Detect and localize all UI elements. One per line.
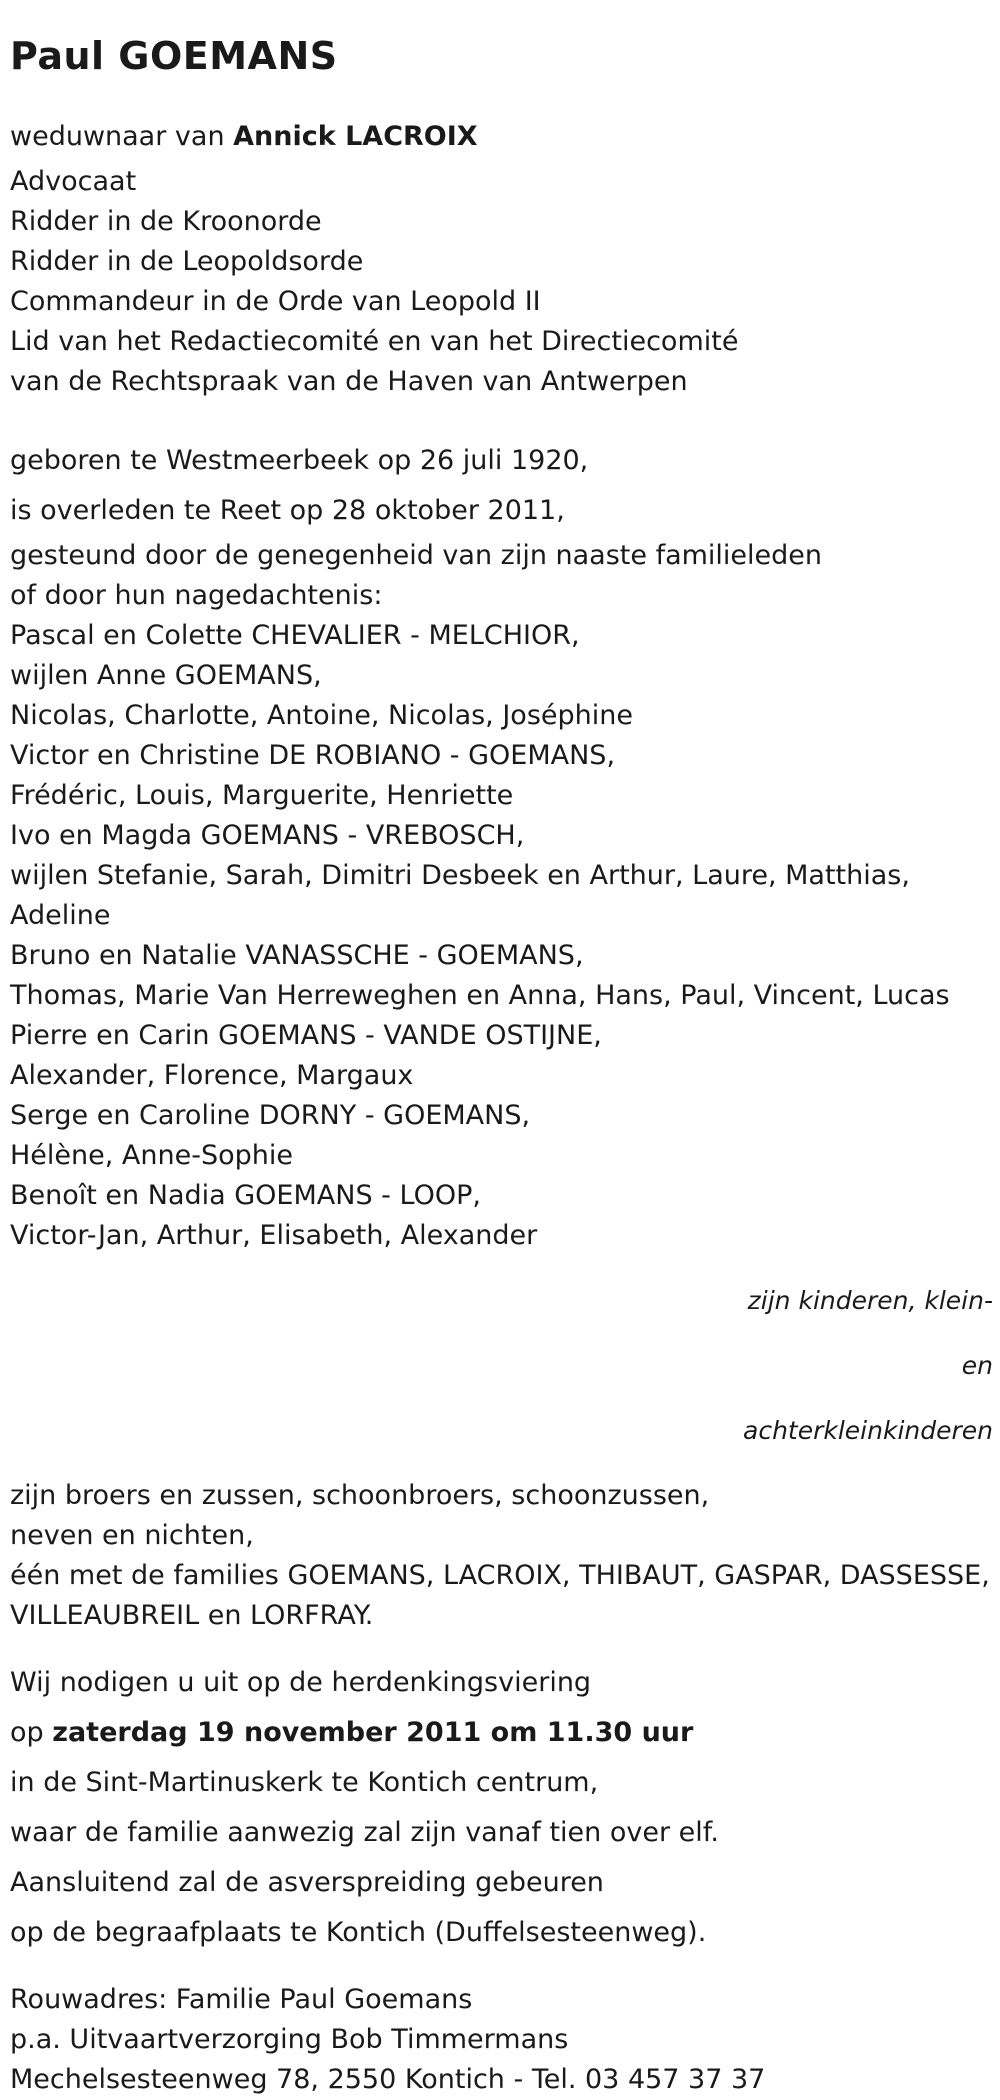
ceremony-date: zaterdag 19 november 2011 om 11.30 uur [52,1717,694,1748]
ceremony-details [10,1658,995,1958]
family-intro: gesteund door de genegenheid van zijn naaste familieleden [10,540,823,571]
relatives-line: VILLEAUBREIL en LORFRAY. [10,1600,374,1631]
family-member: Pierre en Carin GOEMANS - VANDE OSTIJNE, [10,1020,602,1051]
ceremony-location: in de Sint-Martinuskerk te Kontich centrum, [10,1767,599,1798]
family-member: Benoît en Nadia GOEMANS - LOOP, [10,1180,481,1211]
family-list [10,536,995,1256]
title-item: Advocaat [10,166,137,197]
relatives-list [10,1476,995,1636]
death-line: is overleden te Reet op 28 oktober 2011, [10,495,565,526]
birth-line: geboren te Westmeerbeek op 26 juli 1920, [10,445,589,476]
address-line: Mechelsesteenweg 78, 2550 Kontich - Tel. 03 457 37 37 [10,2064,766,2095]
family-member: Thomas, Marie Van Herreweghen en Anna, Hans, Paul, Vincent, Lucas [10,980,950,1011]
relatives-line: neven en nichten, [10,1520,254,1551]
titles-list [10,162,995,402]
ceremony-presence: waar de familie aanwezig zal zijn vanaf tien over elf. [10,1817,719,1848]
ceremony-scattering: op de begraafplaats te Kontich (Duffelsesteenweg). [10,1917,707,1948]
family-member: Pascal en Colette CHEVALIER - MELCHIOR, [10,620,580,651]
family-intro: of door hun nagedachtenis: [10,580,383,611]
family-member: Frédéric, Louis, Marguerite, Henriette [10,780,514,811]
ceremony-date-line [10,1708,995,1758]
family-note-line: en [961,1351,993,1380]
ceremony-date-prefix: op [10,1717,53,1748]
spouse-prefix: weduwnaar van [10,121,234,152]
address-line: p.a. Uitvaartverzorging Bob Timmermans [10,2024,569,2055]
ceremony-invite: Wij nodigen u uit op de herdenkingsviering [10,1667,592,1698]
family-member: Serge en Caroline DORNY - GOEMANS, [10,1100,531,1131]
family-note [10,1281,995,1451]
spouse-name: Annick LACROIX [233,121,478,152]
mourning-address [10,1980,995,2100]
family-member: Victor-Jan, Arthur, Elisabeth, Alexander [10,1220,538,1251]
family-member: Alexander, Florence, Margaux [10,1060,414,1091]
family-member: wijlen Anne GOEMANS, [10,660,322,691]
address-line: Rouwadres: Familie Paul Goemans [10,1984,473,2015]
family-member: Ivo en Magda GOEMANS - VREBOSCH, [10,820,525,851]
family-member: wijlen Stefanie, Sarah, Dimitri Desbeek en Arthur, Laure, Matthias, [10,860,910,891]
title-item: Ridder in de Leopoldsorde [10,246,364,277]
family-note-line: zijn kinderen, klein- [747,1286,993,1315]
family-member: Bruno en Natalie VANASSCHE - GOEMANS, [10,940,584,971]
family-member: Adeline [10,900,111,931]
family-note-line: achterkleinkinderen [743,1416,993,1445]
title-item: van de Rechtspraak van de Haven van Antwerpen [10,366,688,397]
title-item: Commandeur in de Orde van Leopold II [10,286,541,317]
title-item: Lid van het Redactiecomité en van het Directiecomité [10,326,739,357]
family-member: Nicolas, Charlotte, Antoine, Nicolas, Joséphine [10,700,633,731]
relatives-line: één met de families GOEMANS, LACROIX, THIBAUT, GASPAR, DASSESSE, [10,1560,990,1591]
spouse-line [10,112,995,162]
relatives-line: zijn broers en zussen, schoonbroers, schoonzussen, [10,1480,710,1511]
deceased-name: Paul GOEMANS [10,34,338,78]
family-member: Victor en Christine DE ROBIANO - GOEMANS, [10,740,616,771]
obituary-content [10,30,995,2100]
family-member: Hélène, Anne-Sophie [10,1140,293,1171]
ceremony-scattering: Aansluitend zal de asverspreiding gebeuren [10,1867,604,1898]
title-item: Ridder in de Kroonorde [10,206,322,237]
